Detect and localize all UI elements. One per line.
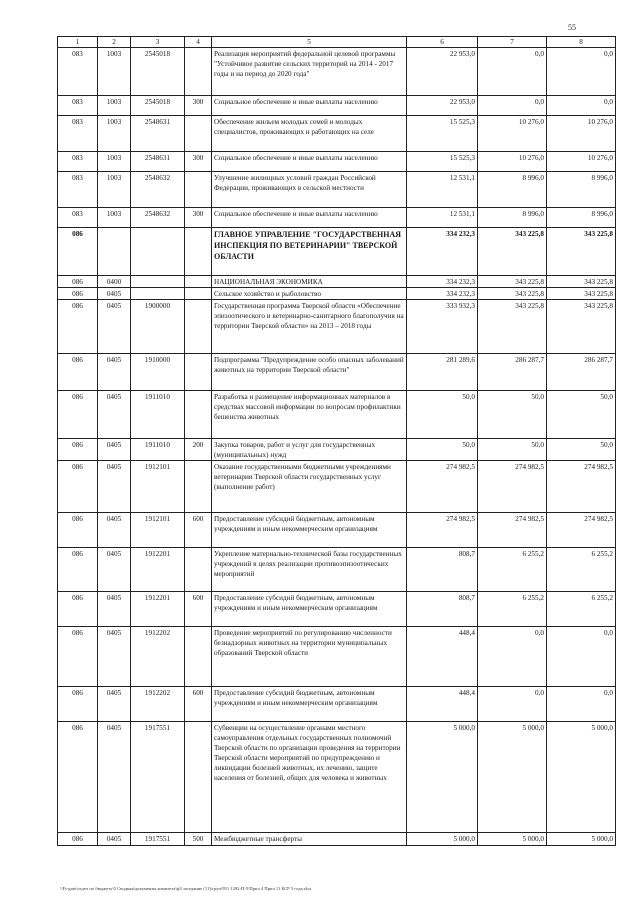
expense-type — [185, 172, 212, 208]
target-article: 1912202 — [131, 687, 185, 722]
amount-col-7: 50,0 — [478, 391, 547, 439]
amount-col-6: 15 525,3 — [407, 116, 478, 152]
admin-code: 086 — [58, 276, 98, 288]
expense-type — [185, 391, 212, 439]
amount-col-7: 5 000,0 — [478, 722, 547, 833]
amount-col-6: 5 000,0 — [407, 722, 478, 833]
amount-col-7: 286 287,7 — [478, 354, 547, 391]
target-article: 1900000 — [131, 300, 185, 354]
amount-col-8: 0,0 — [547, 48, 616, 96]
admin-code: 086 — [58, 439, 98, 461]
admin-code: 086 — [58, 548, 98, 592]
amount-col-7: 0,0 — [478, 687, 547, 722]
target-article: 1911010 — [131, 439, 185, 461]
expense-type: 300 — [185, 152, 212, 172]
section-code: 0405 — [98, 354, 131, 391]
amount-col-8: 50,0 — [547, 391, 616, 439]
item-name: Предоставление субсидий бюджетным, автономным учреждениям и иным некоммерческим организациям — [212, 592, 407, 627]
amount-col-8: 274 982,5 — [547, 461, 616, 513]
amount-col-7: 343 225,8 — [478, 276, 547, 288]
amount-col-6: 12 531,1 — [407, 172, 478, 208]
amount-col-7: 0,0 — [478, 627, 547, 687]
target-article: 1912201 — [131, 548, 185, 592]
page-number: 55 — [568, 23, 576, 32]
amount-col-7: 5 000,0 — [478, 833, 547, 846]
item-name: Предоставление субсидий бюджетным, автономным учреждениям и иным некоммерческим организациям — [212, 687, 407, 722]
target-article: 2548631 — [131, 116, 185, 152]
expense-type — [185, 276, 212, 288]
amount-col-7: 50,0 — [478, 439, 547, 461]
item-name: Предоставление субсидий бюджетным, автономным учреждениям и иным некоммерческим организациям — [212, 513, 407, 548]
target-article: 2548632 — [131, 172, 185, 208]
section-code: 0405 — [98, 461, 131, 513]
item-name: Социальное обеспечение и иные выплаты населению — [212, 152, 407, 172]
section-code: 1003 — [98, 48, 131, 96]
expense-type: 300 — [185, 96, 212, 116]
expense-type — [185, 288, 212, 300]
budget-table — [57, 36, 616, 846]
target-article: 1912202 — [131, 627, 185, 687]
amount-col-6: 808,7 — [407, 548, 478, 592]
amount-col-7: 0,0 — [478, 48, 547, 96]
item-name: Реализация мероприятий федеральной целевой программы "Устойчивое развитие сельских территорий на 2014 - 2017 годы и на период до 2020 года" — [212, 48, 407, 96]
target-article: 2545018 — [131, 96, 185, 116]
admin-code: 086 — [58, 687, 98, 722]
item-name: Субвенции на осуществление органами местного самоуправления отдельных государственных полномочий Тверской области по организации проведения на территории Тверской области мероприятий по предупреждению и ликвидации болезней животных, их лечению, защите населения от болезней, общих для человека и животных — [212, 722, 407, 833]
target-article — [131, 276, 185, 288]
expense-type — [185, 461, 212, 513]
amount-col-7: 343 225,8 — [478, 288, 547, 300]
item-name: ГЛАВНОЕ УПРАВЛЕНИЕ "ГОСУДАРСТВЕННАЯ ИНСПЕКЦИЯ ПО ВЕТЕРИНАРИИ" ТВЕРСКОЙ ОБЛАСТИ — [212, 228, 407, 276]
table-row — [58, 513, 616, 548]
amount-col-8: 5 000,0 — [547, 833, 616, 846]
amount-col-6: 50,0 — [407, 439, 478, 461]
amount-col-8: 343 225,8 — [547, 228, 616, 276]
amount-col-6: 333 932,3 — [407, 300, 478, 354]
target-article: 1911010 — [131, 391, 185, 439]
item-name: Межбюджетные трансферты — [212, 833, 407, 846]
item-name: Подпрограмма "Предупреждение особо опасных заболеваний животных на территории Тверской области" — [212, 354, 407, 391]
target-article: 1917551 — [131, 833, 185, 846]
amount-col-6: 12 531,1 — [407, 208, 478, 228]
item-name: Закупка товаров, работ и услуг для государственных (муниципальных) нужд — [212, 439, 407, 461]
amount-col-7: 10 276,0 — [478, 116, 547, 152]
amount-col-7: 8 996,0 — [478, 172, 547, 208]
expense-type: 300 — [185, 208, 212, 228]
amount-col-8: 286 287,7 — [547, 354, 616, 391]
amount-col-8: 50,0 — [547, 439, 616, 461]
section-code: 1003 — [98, 172, 131, 208]
amount-col-6: 15 525,3 — [407, 152, 478, 172]
section-code: 0405 — [98, 288, 131, 300]
table-row — [58, 461, 616, 513]
expense-type — [185, 722, 212, 833]
section-code: 1003 — [98, 152, 131, 172]
target-article: 1912101 — [131, 513, 185, 548]
target-article: 1912101 — [131, 461, 185, 513]
expense-type: 500 — [185, 833, 212, 846]
amount-col-6: 22 953,0 — [407, 48, 478, 96]
item-name: Социальное обеспечение и иные выплаты населению — [212, 208, 407, 228]
col-header-1: 1 — [58, 37, 98, 48]
amount-col-8: 10 276,0 — [547, 152, 616, 172]
expense-type: 200 — [185, 439, 212, 461]
item-name: Обеспечение жильем молодых семей и молодых специалистов, проживающих и работающих на селе — [212, 116, 407, 152]
section-code: 0405 — [98, 439, 131, 461]
col-header-8: 8 — [547, 37, 616, 48]
admin-code: 086 — [58, 722, 98, 833]
section-code: 0405 — [98, 833, 131, 846]
table-row — [58, 96, 616, 116]
col-header-2: 2 — [98, 37, 131, 48]
amount-col-7: 6 255,2 — [478, 548, 547, 592]
item-name: Разработка и размещение информационных материалов в средствах массовой информации по вопросам профилактики бешенства животных — [212, 391, 407, 439]
table-row — [58, 288, 616, 300]
admin-code: 083 — [58, 48, 98, 96]
amount-col-8: 5 000,0 — [547, 722, 616, 833]
target-article — [131, 228, 185, 276]
target-article: 2548632 — [131, 208, 185, 228]
table-row — [58, 833, 616, 846]
section-code: 0405 — [98, 513, 131, 548]
admin-code: 083 — [58, 116, 98, 152]
amount-col-7: 0,0 — [478, 96, 547, 116]
admin-code: 086 — [58, 627, 98, 687]
amount-col-8: 343 225,8 — [547, 300, 616, 354]
amount-col-8: 8 996,0 — [547, 172, 616, 208]
amount-col-7: 10 276,0 — [478, 152, 547, 172]
expense-type — [185, 300, 212, 354]
amount-col-7: 274 982,5 — [478, 513, 547, 548]
table-row — [58, 439, 616, 461]
table-row — [58, 276, 616, 288]
amount-col-8: 274 982,5 — [547, 513, 616, 548]
table-row — [58, 300, 616, 354]
item-name: Оказание государственными бюджетными учреждениями ветеринарии Тверской области государственных услуг (выполнение работ) — [212, 461, 407, 513]
amount-col-6: 22 953,0 — [407, 96, 478, 116]
amount-col-8: 6 255,2 — [547, 592, 616, 627]
col-header-6: 6 — [407, 37, 478, 48]
admin-code: 086 — [58, 833, 98, 846]
table-row — [58, 116, 616, 152]
amount-col-6: 274 982,5 — [407, 461, 478, 513]
col-header-3: 3 — [131, 37, 185, 48]
section-code: 1003 — [98, 116, 131, 152]
expense-type — [185, 116, 212, 152]
table-row — [58, 391, 616, 439]
amount-col-6: 448,4 — [407, 687, 478, 722]
target-article: 2548631 — [131, 152, 185, 172]
section-code: 0405 — [98, 592, 131, 627]
section-code: 0405 — [98, 548, 131, 592]
col-header-4: 4 — [185, 37, 212, 48]
amount-col-8: 343 225,8 — [547, 276, 616, 288]
admin-code: 083 — [58, 172, 98, 208]
expense-type — [185, 48, 212, 96]
table-row — [58, 48, 616, 96]
expense-type — [185, 627, 212, 687]
column-header-row — [58, 37, 616, 48]
admin-code: 086 — [58, 300, 98, 354]
file-path-footer: \\Fs-gate\отдел по бюджету\5 Сводная\документы комитета\ф3 заседание (11)\груп\951 1292-П-5\Прил 4 Прил 11 БСР 5 года.xlsx — [60, 886, 312, 891]
amount-col-8: 343 225,8 — [547, 288, 616, 300]
expense-type — [185, 548, 212, 592]
amount-col-6: 281 289,6 — [407, 354, 478, 391]
section-code: 0405 — [98, 722, 131, 833]
admin-code: 086 — [58, 592, 98, 627]
section-code: 0405 — [98, 627, 131, 687]
admin-code: 086 — [58, 391, 98, 439]
expense-type: 600 — [185, 687, 212, 722]
item-name: Укрепление материально-технической базы государственных учреждений в целях реализации противоэпизоотических мероприятий — [212, 548, 407, 592]
amount-col-7: 8 996,0 — [478, 208, 547, 228]
item-name: Социальное обеспечение и иные выплаты населению — [212, 96, 407, 116]
amount-col-8: 8 996,0 — [547, 208, 616, 228]
table-row — [58, 172, 616, 208]
amount-col-7: 343 225,8 — [478, 300, 547, 354]
amount-col-6: 334 232,3 — [407, 288, 478, 300]
amount-col-6: 448,4 — [407, 627, 478, 687]
amount-col-8: 0,0 — [547, 687, 616, 722]
col-header-7: 7 — [478, 37, 547, 48]
target-article: 1912201 — [131, 592, 185, 627]
table-row — [58, 687, 616, 722]
expense-type — [185, 354, 212, 391]
item-name: Сельское хозяйство и рыболовство — [212, 288, 407, 300]
item-name: НАЦИОНАЛЬНАЯ ЭКОНОМИКА — [212, 276, 407, 288]
target-article: 1910000 — [131, 354, 185, 391]
table-row — [58, 152, 616, 172]
table-row — [58, 208, 616, 228]
admin-code: 086 — [58, 228, 98, 276]
item-name: Государственная программа Тверской области «Обеспечение эпизоотического и ветеринарно-санитарного благополучия на территории Тверской области» на 2013 – 2018 годы — [212, 300, 407, 354]
amount-col-7: 343 225,8 — [478, 228, 547, 276]
admin-code: 086 — [58, 288, 98, 300]
amount-col-6: 5 000,0 — [407, 833, 478, 846]
target-article: 2545018 — [131, 48, 185, 96]
amount-col-8: 10 276,0 — [547, 116, 616, 152]
amount-col-6: 50,0 — [407, 391, 478, 439]
amount-col-8: 0,0 — [547, 627, 616, 687]
section-code: 1003 — [98, 208, 131, 228]
expense-type — [185, 228, 212, 276]
section-code: 0400 — [98, 276, 131, 288]
admin-code: 083 — [58, 152, 98, 172]
admin-code: 086 — [58, 513, 98, 548]
admin-code: 083 — [58, 96, 98, 116]
table-row — [58, 627, 616, 687]
target-article — [131, 288, 185, 300]
expense-type: 600 — [185, 513, 212, 548]
amount-col-6: 334 232,3 — [407, 276, 478, 288]
amount-col-7: 6 255,2 — [478, 592, 547, 627]
table-row — [58, 228, 616, 276]
section-code: 0405 — [98, 391, 131, 439]
table-row — [58, 592, 616, 627]
section-code: 0405 — [98, 687, 131, 722]
expense-type: 600 — [185, 592, 212, 627]
section-code: 0405 — [98, 300, 131, 354]
table-row — [58, 722, 616, 833]
amount-col-8: 0,0 — [547, 96, 616, 116]
amount-col-6: 274 982,5 — [407, 513, 478, 548]
section-code: 1003 — [98, 96, 131, 116]
table-row — [58, 548, 616, 592]
amount-col-6: 334 232,3 — [407, 228, 478, 276]
section-code — [98, 228, 131, 276]
amount-col-6: 808,7 — [407, 592, 478, 627]
item-name: Проведение мероприятий по регулированию численности безнадзорных животных на территории муниципальных образований Тверской области — [212, 627, 407, 687]
admin-code: 083 — [58, 208, 98, 228]
admin-code: 086 — [58, 461, 98, 513]
table-row — [58, 354, 616, 391]
item-name: Улучшение жилищных условий граждан Российской Федерации, проживающих в сельской местности — [212, 172, 407, 208]
col-header-5: 5 — [212, 37, 407, 48]
amount-col-7: 274 982,5 — [478, 461, 547, 513]
target-article: 1917551 — [131, 722, 185, 833]
amount-col-8: 6 255,2 — [547, 548, 616, 592]
admin-code: 086 — [58, 354, 98, 391]
